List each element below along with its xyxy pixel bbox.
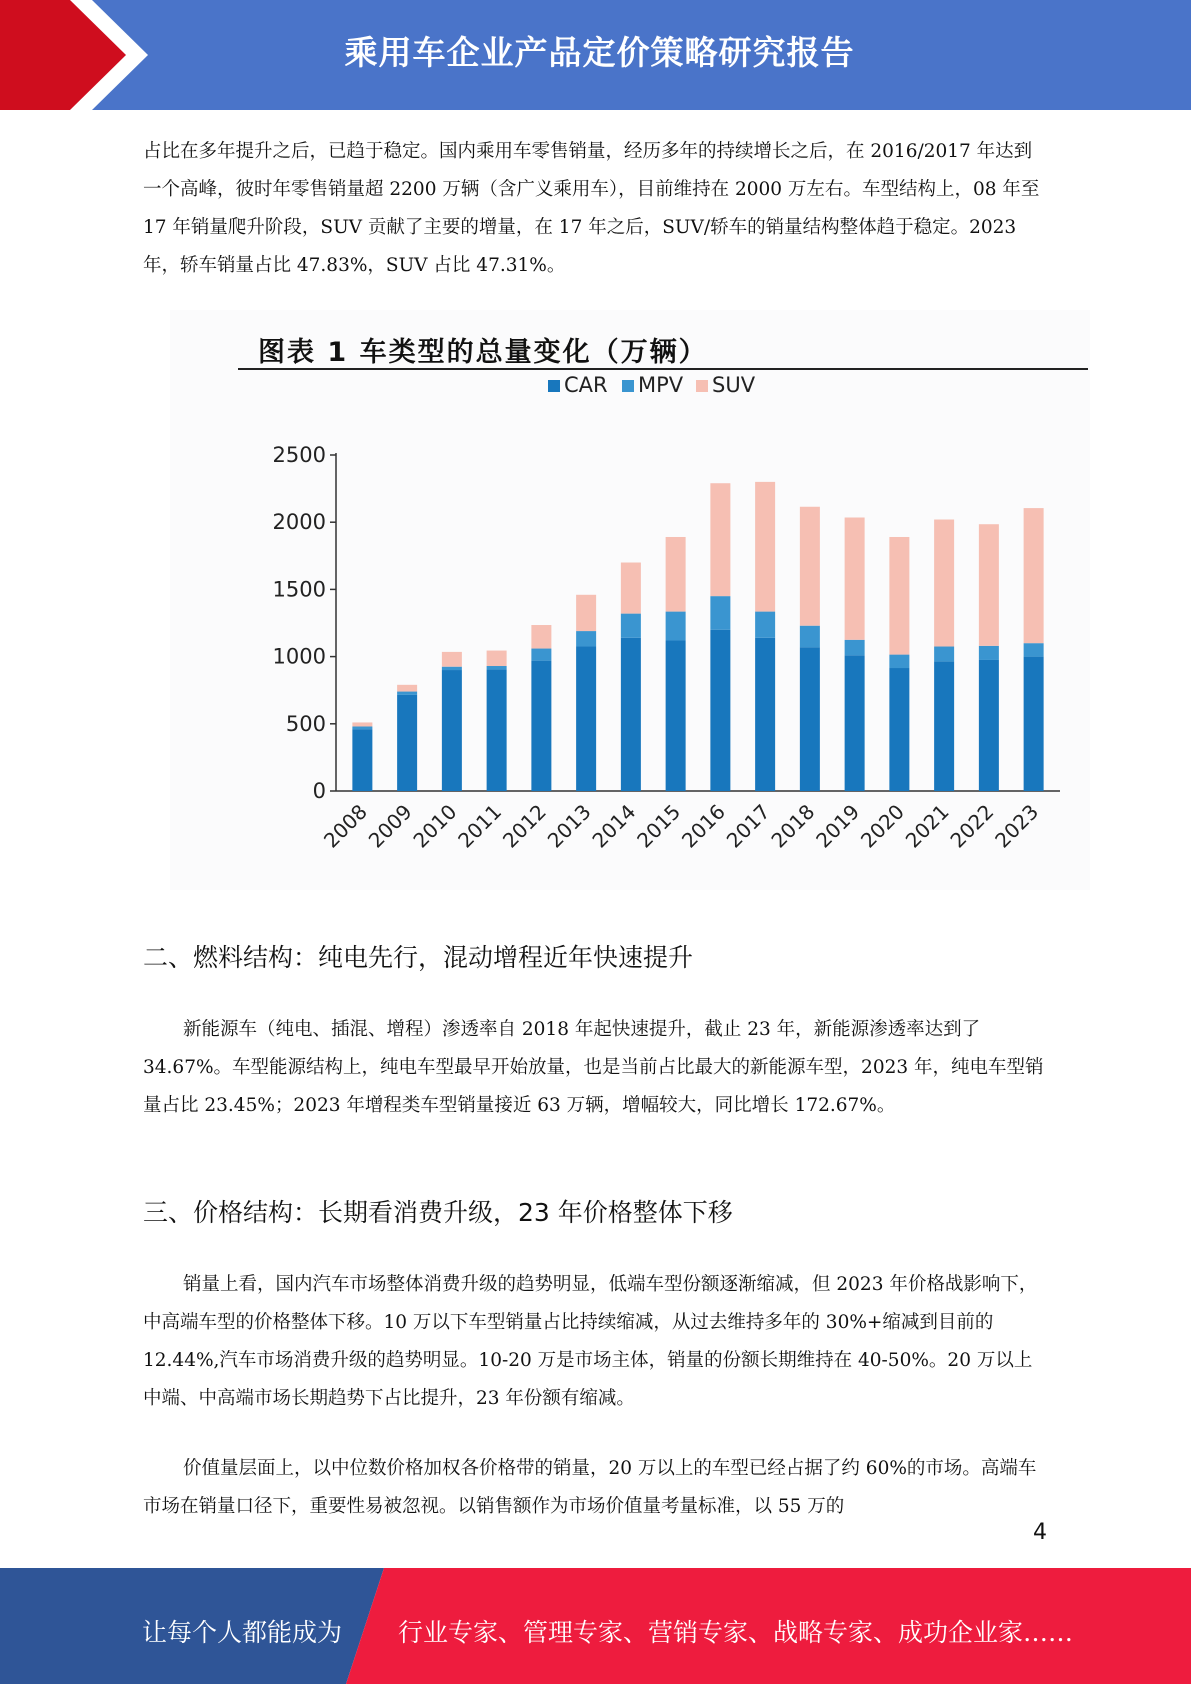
bar-suv-2008 (352, 722, 372, 726)
x-tick-label: 2023 (990, 799, 1044, 853)
report-title: 乘用车企业产品定价策略研究报告 (344, 33, 855, 72)
y-tick-label: 1500 (272, 577, 326, 602)
legend-swatch-suv (696, 380, 708, 392)
bar-mpv-2014 (621, 614, 641, 638)
bar-mpv-2018 (800, 626, 820, 648)
bar-mpv-2008 (352, 726, 372, 729)
x-tick-label: 2019 (811, 799, 865, 853)
footer-slogan-left: 让每个人都能成为 (142, 1618, 343, 1647)
section-3-heading: 三、价格结构：长期看消费升级，23 年价格整体下移 (143, 1198, 733, 1227)
y-tick-label: 2500 (272, 443, 326, 467)
bar-suv-2011 (487, 651, 507, 666)
bar-car-2019 (845, 655, 865, 791)
x-tick-label: 2017 (721, 799, 775, 853)
footer-slogan-right: 行业专家、管理专家、营销专家、战略专家、成功企业家…… (398, 1618, 1074, 1647)
bar-mpv-2015 (666, 612, 686, 641)
x-tick-label: 2021 (900, 799, 954, 853)
bar-car-2021 (934, 661, 954, 791)
bar-mpv-2021 (934, 647, 954, 662)
legend-swatch-mpv (622, 380, 634, 392)
x-tick-label: 2013 (542, 799, 596, 853)
legend-label-mpv: MPV (638, 373, 684, 397)
bar-suv-2010 (442, 652, 462, 667)
value-paragraph: 价值量层面上，以中位数价格加权各价格带的销量，20 万以上的车型已经占据了约 60%的市场。高端车市场在销量口径下，重要性易被忽视。以销售额作为市场价值量考量标准，以 55 万的 (143, 1458, 1037, 1517)
bar-suv-2018 (800, 507, 820, 626)
bar-car-2016 (710, 630, 730, 791)
bar-car-2017 (755, 638, 775, 791)
x-tick-label: 2008 (318, 799, 372, 853)
page-number: 4 (1033, 1520, 1047, 1545)
x-tick-label: 2014 (587, 799, 641, 853)
intro-paragraph: 占比在多年提升之后，已趋于稳定。国内乘用车零售销量，经历多年的持续增长之后，在 2016/2017 年达到一个高峰，彼时年零售销量超 2200 万辆（含广义乘用车），目前维持在 2000 万左右。车型结构上，08 年至 17 年销量爬升阶段，SUV 贡献了主要的增量，在 17 年之后，SUV/轿车的销量结构整体趋于稳定。2023 年，轿车销量占比 47.83%，SUV 占比 47.31%。 (143, 141, 1040, 276)
bar-suv-2021 (934, 520, 954, 647)
legend-swatch-car (548, 380, 560, 392)
bar-suv-2012 (531, 625, 551, 649)
x-tick-label: 2009 (363, 799, 417, 853)
y-tick-label: 1000 (272, 644, 326, 669)
bar-car-2020 (889, 668, 909, 791)
x-tick-label: 2016 (676, 799, 730, 853)
y-tick-label: 0 (312, 779, 326, 803)
bar-mpv-2023 (1024, 643, 1044, 656)
bar-mpv-2016 (710, 596, 730, 630)
bar-suv-2023 (1024, 508, 1044, 643)
bar-mpv-2010 (442, 667, 462, 670)
bar-suv-2009 (397, 685, 417, 692)
y-tick-label: 500 (285, 711, 326, 736)
bar-mpv-2013 (576, 631, 596, 646)
x-tick-label: 2011 (453, 799, 507, 853)
bar-car-2018 (800, 647, 820, 791)
bar-suv-2019 (845, 517, 865, 639)
bar-suv-2017 (755, 482, 775, 612)
bar-suv-2022 (979, 524, 999, 646)
bar-suv-2016 (710, 483, 730, 596)
bar-mpv-2009 (397, 692, 417, 695)
section-2-paragraph: 新能源车（纯电、插混、增程）渗透率自 2018 年起快速提升，截止 23 年，新能源渗透率达到了 34.67%。车型能源结构上，纯电车型最早开始放量，也是当前占比最大的新能源车型，2023 年，纯电车型销量占比 23.45%；2023 年增程类车型销量接近 63 万辆，增幅较大，同比增长 172.67%。 (143, 1019, 1044, 1116)
bar-suv-2014 (621, 563, 641, 614)
bar-car-2009 (397, 695, 417, 791)
legend-label-suv: SUV (712, 373, 756, 397)
section-3-paragraph: 销量上看，国内汽车市场整体消费升级的趋势明显，低端车型份额逐渐缩减，但 2023 年价格战影响下，中高端车型的价格整体下移。10 万以下车型销量占比持续缩减，从过去维持多年的 30%+缩减到目前的 12.44%,汽车市场消费升级的趋势明显。10-20 万是市场主体，销量的份额长期维持在 40-50%。20 万以上中端、中高端市场长期趋势下占比提升，23 年份额有缩减。 (143, 1274, 1038, 1409)
bar-car-2011 (487, 669, 507, 791)
bar-mpv-2022 (979, 646, 999, 660)
bar-mpv-2017 (755, 612, 775, 638)
bar-car-2014 (621, 638, 641, 791)
bar-car-2022 (979, 660, 999, 791)
bar-car-2012 (531, 661, 551, 791)
x-tick-label: 2015 (632, 799, 686, 853)
section-2-heading: 二、燃料结构：纯电先行，混动增程近年快速提升 (143, 943, 694, 972)
bar-car-2008 (352, 729, 372, 791)
bar-suv-2020 (889, 537, 909, 655)
x-tick-label: 2020 (855, 799, 909, 853)
x-tick-label: 2012 (497, 799, 551, 853)
bar-car-2013 (576, 647, 596, 791)
x-tick-label: 2022 (945, 799, 999, 853)
bar-mpv-2012 (531, 649, 551, 661)
bar-car-2015 (666, 640, 686, 791)
bar-mpv-2019 (845, 640, 865, 655)
bar-suv-2015 (666, 537, 686, 612)
legend-label-car: CAR (564, 373, 608, 397)
bar-car-2010 (442, 670, 462, 791)
chart-title: 图表 1 车类型的总量变化（万辆） (258, 337, 708, 368)
y-tick-label: 2000 (272, 510, 326, 535)
bar-car-2023 (1024, 657, 1044, 791)
bar-mpv-2011 (487, 666, 507, 669)
x-tick-label: 2018 (766, 799, 820, 853)
x-tick-label: 2010 (408, 799, 462, 853)
bar-mpv-2020 (889, 655, 909, 668)
bar-suv-2013 (576, 595, 596, 631)
